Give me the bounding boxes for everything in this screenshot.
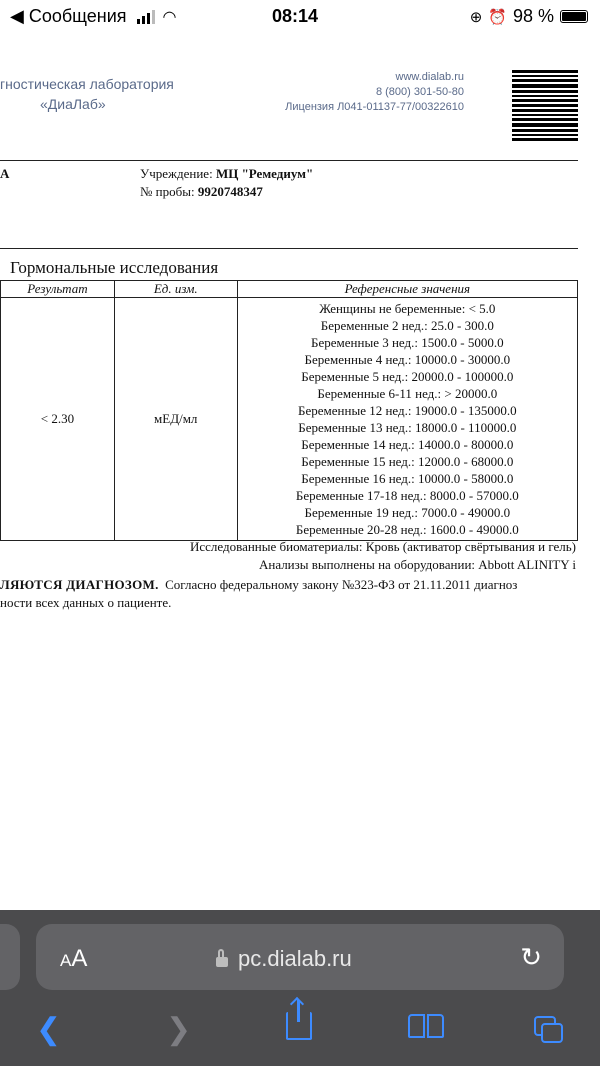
battery-icon — [560, 10, 588, 23]
table-header-row — [1, 281, 578, 298]
table-row — [1, 298, 578, 541]
battery-percent: 98 % — [512, 6, 554, 26]
reference-line: Беременные 14 нед.: 14000.0 - 80000.0 — [301, 437, 514, 452]
biomaterials: Исследованные биоматериалы: Кровь (активатор свёртывания и гель) — [189, 539, 576, 554]
reference-line: Беременные 16 нед.: 10000.0 - 58000.0 — [301, 471, 514, 486]
reference-line: Беременные 5 нед.: 20000.0 - 100000.0 — [301, 369, 514, 384]
probe-label: № пробы: — [140, 184, 195, 199]
reference-line: Беременные 2 нед.: 25.0 - 300.0 — [320, 318, 494, 333]
reference-line: Беременные 4 нед.: 10000.0 - 30000.0 — [304, 352, 511, 367]
reference-line: Беременные 6-11 нед.: > 20000.0 — [317, 386, 498, 401]
institution-value: МЦ "Ремедиум" — [215, 166, 314, 181]
address-bar[interactable] — [36, 924, 564, 990]
lab-license: Лицензия Л041-01137-77/00322610 — [285, 101, 464, 113]
barcode — [512, 70, 578, 146]
header-reference: Референсные значения — [237, 281, 577, 298]
reference-line: Беременные 12 нед.: 19000.0 - 135000.0 — [298, 403, 517, 418]
reference-line: Беременные 3 нед.: 1500.0 - 5000.0 — [311, 335, 504, 350]
lab-phone: 8 (800) 301-50-80 — [375, 86, 464, 98]
lab-contacts — [285, 70, 464, 115]
reference-line: Беременные 17-18 нед.: 8000.0 - 57000.0 — [295, 488, 519, 503]
reload-icon[interactable]: ↻ — [520, 942, 542, 972]
institution-label: Учреждение: — [140, 166, 213, 181]
url-display[interactable] — [216, 946, 352, 972]
disclaimer-text: Согласно федеральному закону №323-ФЗ от 21.11.2011 диагноз — [165, 577, 518, 592]
chevron-left-icon[interactable]: ❮ — [36, 1013, 62, 1046]
url-text: pc.dialab.ru — [238, 946, 352, 971]
reference-line: Беременные 15 нед.: 12000.0 - 68000.0 — [301, 454, 514, 469]
probe-value: 9920748347 — [197, 184, 263, 199]
previous-tab-edge[interactable] — [0, 924, 20, 990]
disclaimer-line2: ности всех данных о пациенте. — [0, 595, 172, 610]
orientation-lock-icon: ⊕ — [469, 8, 483, 26]
biomaterials-note — [190, 538, 576, 574]
share-icon[interactable] — [286, 1012, 312, 1040]
wifi-icon: ◠ — [162, 8, 177, 26]
reference-line: Женщины не беременные: < 5.0 — [319, 301, 496, 316]
divider — [0, 160, 578, 161]
header-result: Результат — [1, 281, 115, 298]
document-page — [0, 34, 600, 910]
institution — [140, 166, 313, 182]
lab-website: www.dialab.ru — [395, 71, 464, 83]
browser-toolbar — [0, 1006, 600, 1056]
lock-icon — [216, 957, 228, 967]
unit-value: мЕД/мл — [114, 298, 237, 541]
reference-line: Беременные 19 нед.: 7000.0 - 49000.0 — [304, 505, 511, 520]
status-bar — [0, 0, 600, 34]
signal-icon — [137, 10, 155, 24]
disclaimer-bold: ЛЯЮТСЯ ДИАГНОЗОМ. — [0, 577, 159, 592]
reference-line: Беременные 13 нед.: 18000.0 - 110000.0 — [298, 420, 517, 435]
patient-fragment: А — [0, 166, 10, 181]
reference-values — [237, 298, 577, 541]
section-title: Гормональные исследования — [10, 258, 219, 277]
lab-name-line2: «ДиаЛаб» — [40, 96, 106, 112]
results-table — [0, 280, 578, 541]
result-value: < 2.30 — [1, 298, 115, 541]
browser-bottom-bar — [0, 910, 600, 1066]
back-to-messages[interactable] — [10, 6, 177, 27]
disclaimer — [0, 576, 600, 612]
back-to-messages-label: ◀ Сообщения — [10, 6, 127, 26]
alarm-icon: ⏰ — [488, 8, 507, 26]
lab-name-line1: гностическая лаборатория — [0, 76, 174, 92]
tabs-icon[interactable] — [534, 1016, 564, 1044]
probe-number — [140, 184, 263, 200]
status-time: 08:14 — [272, 6, 319, 26]
divider — [0, 248, 578, 249]
chevron-right-icon[interactable]: ❯ — [166, 1013, 192, 1046]
book-icon[interactable] — [408, 1014, 444, 1040]
header-unit: Ед. изм. — [114, 281, 237, 298]
equipment: Анализы выполнены на оборудовании: Abbott ALINITY i — [258, 557, 576, 572]
reference-line: Беременные 20-28 нед.: 1600.0 - 49000.0 — [295, 522, 519, 537]
text-size-button[interactable]: AA — [60, 945, 88, 972]
